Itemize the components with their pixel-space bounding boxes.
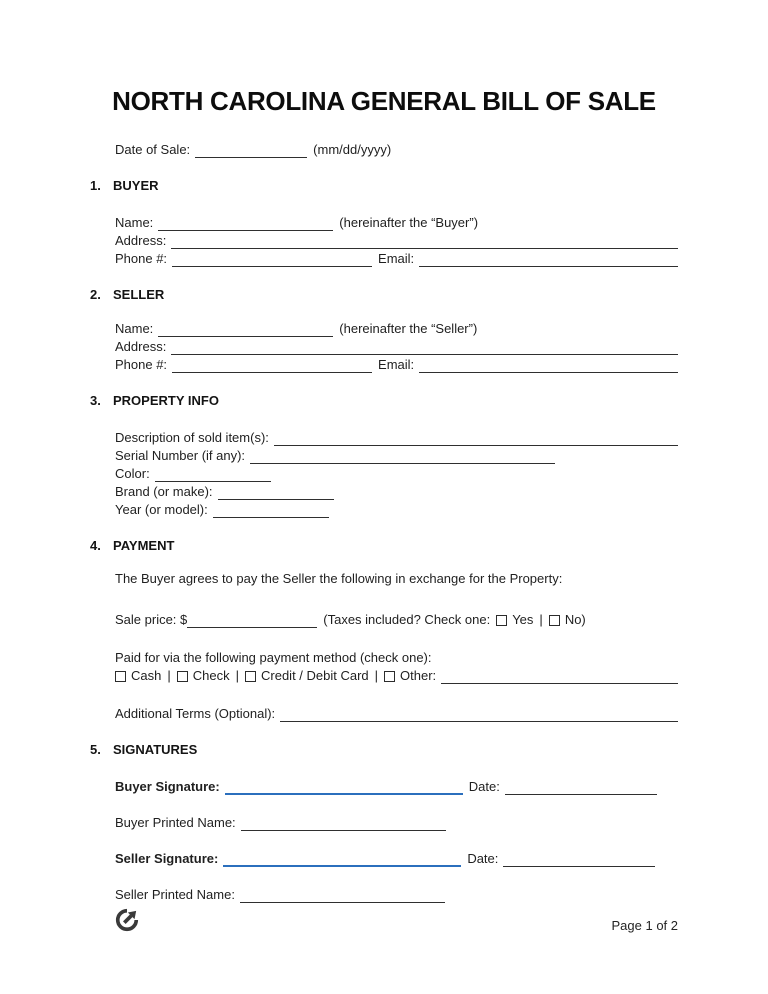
buyer-phone-field[interactable]	[172, 253, 372, 267]
checkbox-taxes-yes[interactable]	[496, 615, 507, 626]
method-separator: |	[167, 668, 171, 683]
serial-number-row	[115, 446, 678, 464]
checkbox-check[interactable]	[177, 671, 188, 682]
buyer-phone-label: Phone #:	[115, 251, 168, 266]
serial-number-label: Serial Number (if any):	[115, 448, 246, 463]
date-of-sale-row	[115, 140, 678, 158]
additional-terms-label: Additional Terms (Optional):	[115, 706, 276, 721]
sale-price-label: Sale price: $	[115, 612, 188, 627]
brand-field[interactable]	[218, 486, 334, 500]
method-cash-label: Cash	[131, 668, 162, 683]
buyer-address-field[interactable]	[171, 235, 678, 249]
buyer-signature-field[interactable]	[225, 780, 463, 795]
property-description-label: Description of sold item(s):	[115, 430, 269, 445]
section-buyer-heading	[90, 176, 678, 194]
additional-terms-row	[115, 704, 678, 722]
seller-name-field[interactable]	[158, 323, 333, 337]
seller-printed-name-field[interactable]	[240, 889, 445, 903]
section-buyer-title: BUYER	[113, 178, 159, 193]
other-method-field[interactable]	[441, 670, 678, 684]
taxes-separator: |	[539, 612, 543, 627]
buyer-address-label: Address:	[115, 233, 167, 248]
buyer-printed-name-row	[115, 813, 678, 831]
buyer-signature-date-field[interactable]	[505, 781, 657, 795]
checkbox-credit-debit[interactable]	[245, 671, 256, 682]
payment-method-intro: Paid for via the following payment method (check one):	[115, 650, 432, 665]
year-label: Year (or model):	[115, 502, 208, 517]
year-field[interactable]	[213, 504, 329, 518]
brand-row	[115, 482, 678, 500]
seller-printed-name-label: Seller Printed Name:	[115, 887, 235, 902]
section-property-heading	[90, 391, 678, 409]
method-separator: |	[235, 668, 239, 683]
date-of-sale-label: Date of Sale:	[115, 142, 191, 157]
date-of-sale-field[interactable]	[195, 144, 307, 158]
seller-name-suffix: (hereinafter the “Seller”)	[339, 321, 478, 336]
sale-price-row	[115, 610, 678, 628]
seller-contact-row	[115, 355, 678, 373]
section-payment-title: PAYMENT	[113, 538, 175, 553]
page-number: Page 1 of 2	[611, 918, 678, 933]
section-buyer-number: 1.	[90, 178, 101, 193]
buyer-contact-row	[115, 249, 678, 267]
color-label: Color:	[115, 466, 150, 481]
buyer-printed-name-field[interactable]	[241, 817, 446, 831]
property-description-row	[115, 428, 678, 446]
taxes-yes-label: Yes	[512, 612, 534, 627]
seller-signature-label: Seller Signature:	[115, 851, 219, 866]
taxes-no-label: No)	[564, 612, 586, 627]
seller-email-label: Email:	[378, 357, 415, 372]
buyer-address-row	[115, 231, 678, 249]
form-title: NORTH CAROLINA GENERAL BILL OF SALE	[112, 86, 656, 116]
date-format-hint: (mm/dd/yyyy)	[313, 142, 392, 157]
payment-method-options-row	[115, 666, 678, 684]
buyer-signature-label: Buyer Signature:	[115, 779, 220, 794]
serial-number-field[interactable]	[250, 450, 555, 464]
section-payment-heading	[90, 536, 678, 554]
seller-address-label: Address:	[115, 339, 167, 354]
section-signatures-heading	[90, 740, 678, 758]
section-seller-heading	[90, 285, 678, 303]
buyer-email-field[interactable]	[419, 253, 678, 267]
checkbox-cash[interactable]	[115, 671, 126, 682]
color-field[interactable]	[155, 468, 271, 482]
method-separator: |	[374, 668, 379, 683]
buyer-name-row	[115, 213, 678, 231]
seller-name-row	[115, 319, 678, 337]
buyer-name-label: Name:	[115, 215, 154, 230]
buyer-name-field[interactable]	[158, 217, 333, 231]
circular-arrow-logo-icon[interactable]	[113, 906, 141, 934]
buyer-name-suffix: (hereinafter the “Buyer”)	[339, 215, 479, 230]
checkbox-taxes-no[interactable]	[549, 615, 560, 626]
buyer-signature-row	[115, 777, 678, 795]
seller-phone-field[interactable]	[172, 359, 372, 373]
section-property-number: 3.	[90, 393, 101, 408]
section-signatures-number: 5.	[90, 742, 101, 757]
buyer-signature-date-label: Date:	[468, 779, 500, 794]
buyer-printed-name-label: Buyer Printed Name:	[115, 815, 236, 830]
seller-name-label: Name:	[115, 321, 154, 336]
seller-signature-row	[115, 849, 678, 867]
section-signatures-title: SIGNATURES	[113, 742, 198, 757]
checkbox-other[interactable]	[384, 671, 395, 682]
seller-printed-name-row	[115, 885, 678, 903]
section-property-title: PROPERTY INFO	[113, 393, 219, 408]
sale-price-field[interactable]	[187, 614, 317, 628]
section-seller-title: SELLER	[113, 287, 165, 302]
section-seller-number: 2.	[90, 287, 101, 302]
color-row	[115, 464, 678, 482]
property-description-field[interactable]	[274, 432, 678, 446]
seller-signature-date-field[interactable]	[503, 853, 655, 867]
payment-intro: The Buyer agrees to pay the Seller the following in exchange for the Property:	[115, 571, 563, 586]
year-row	[115, 500, 678, 518]
seller-signature-field[interactable]	[223, 852, 461, 867]
additional-terms-field[interactable]	[280, 708, 678, 722]
brand-label: Brand (or make):	[115, 484, 213, 499]
method-card-label: Credit / Debit Card	[261, 668, 369, 683]
seller-email-field[interactable]	[419, 359, 678, 373]
seller-address-field[interactable]	[171, 341, 678, 355]
buyer-email-label: Email:	[378, 251, 415, 266]
seller-phone-label: Phone #:	[115, 357, 168, 372]
taxes-prefix: (Taxes included? Check one:	[323, 612, 491, 627]
section-payment-number: 4.	[90, 538, 101, 553]
seller-signature-date-label: Date:	[467, 851, 499, 866]
method-other-label: Other:	[400, 668, 437, 683]
seller-address-row	[115, 337, 678, 355]
method-check-label: Check	[192, 668, 230, 683]
